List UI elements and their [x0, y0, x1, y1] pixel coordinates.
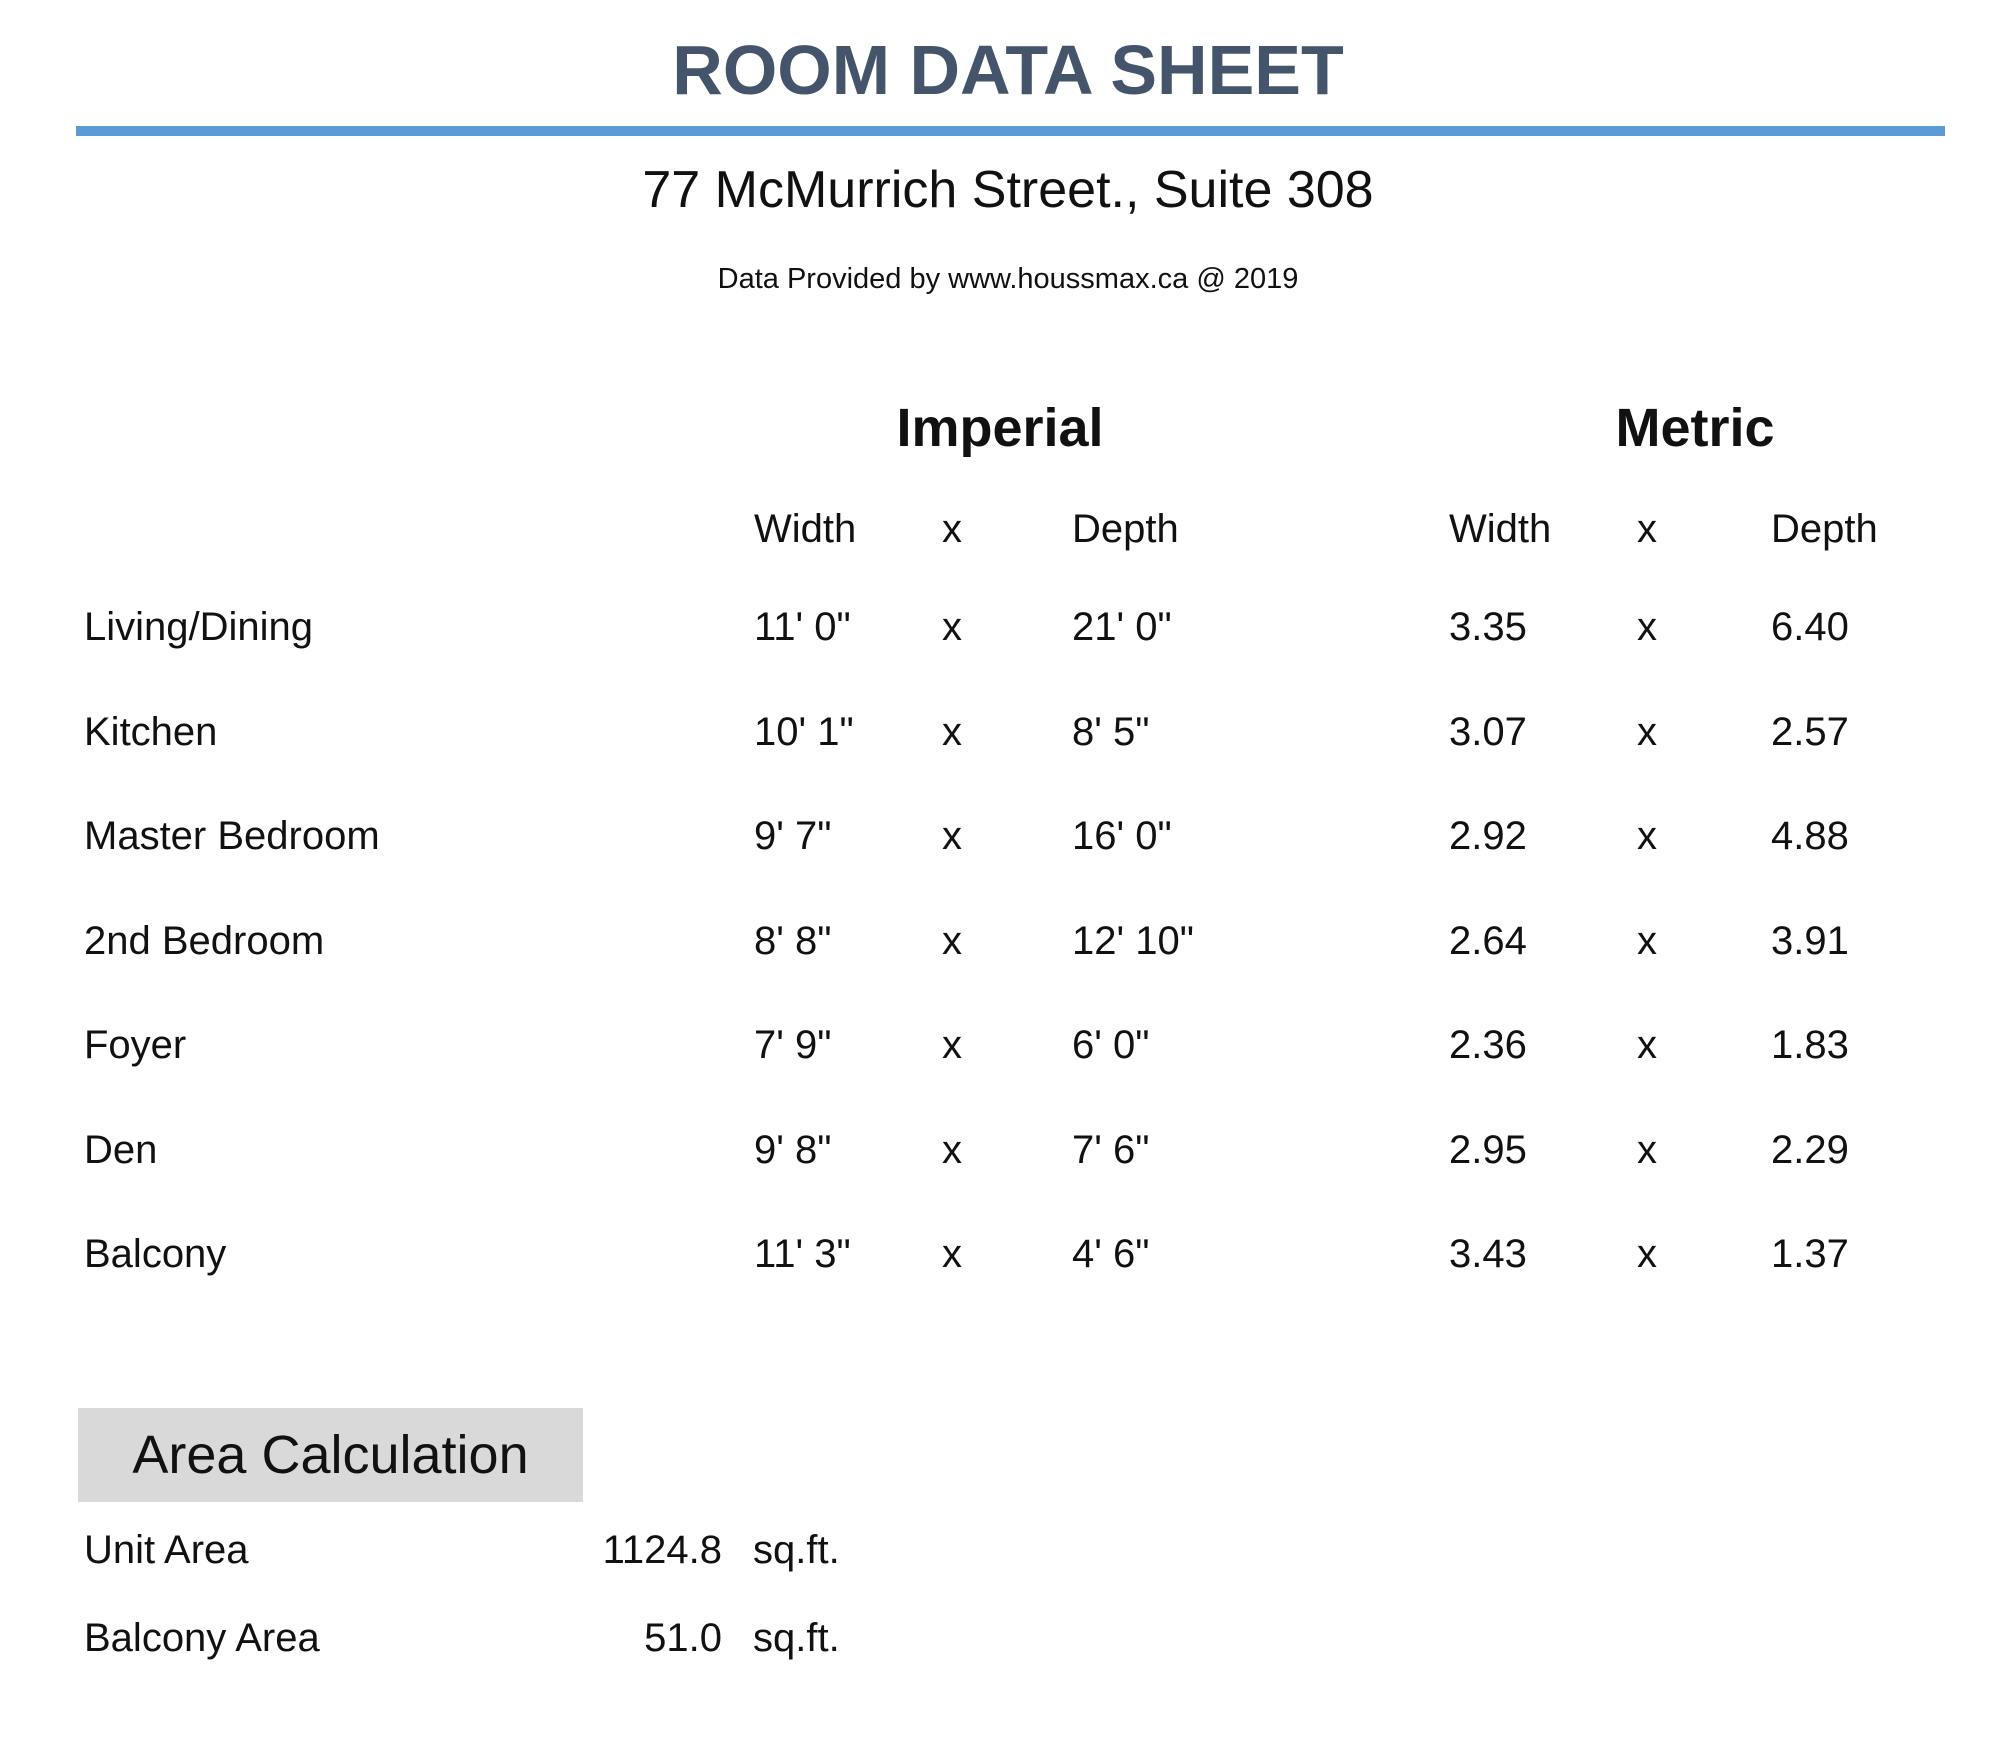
area-calculation-heading: Area Calculation [78, 1408, 583, 1502]
imperial-depth-cell: 7' 6" [1072, 1128, 1150, 1172]
metric-width-header: Width [1449, 507, 1552, 551]
imperial-sep-cell: x [942, 1023, 962, 1067]
data-provider-note: Data Provided by www.houssmax.ca @ 2019 [717, 263, 1299, 295]
imperial-width-cell: 11' 3" [754, 1232, 851, 1276]
room-name-cell: Living/Dining [84, 605, 314, 649]
balcony-area-unit: sq.ft. [753, 1616, 840, 1660]
metric-sep-cell: x [1637, 710, 1657, 754]
metric-depth-cell: 1.83 [1771, 1023, 1849, 1067]
imperial-width-cell: 9' 7" [754, 814, 832, 858]
balcony-area-value: 51.0 [644, 1616, 722, 1660]
imperial-depth-cell: 16' 0" [1072, 814, 1172, 858]
metric-depth-cell: 1.37 [1771, 1232, 1849, 1276]
imperial-width-cell: 10' 1" [754, 710, 854, 754]
metric-depth-cell: 2.57 [1771, 710, 1849, 754]
metric-width-cell: 2.92 [1449, 814, 1527, 858]
imperial-depth-cell: 4' 6" [1072, 1232, 1150, 1276]
imperial-sep-cell: x [942, 1128, 962, 1172]
metric-width-cell: 3.07 [1449, 710, 1527, 754]
imperial-width-cell: 8' 8" [754, 919, 832, 963]
room-name-cell: Den [84, 1128, 158, 1172]
imperial-width-cell: 7' 9" [754, 1023, 832, 1067]
imperial-depth-header: Depth [1072, 507, 1179, 551]
unit-area-value: 1124.8 [602, 1528, 722, 1572]
metric-sep-cell: x [1637, 1128, 1657, 1172]
unit-area-label: Unit Area [84, 1528, 249, 1572]
metric-depth-cell: 3.91 [1771, 919, 1849, 963]
room-name-cell: Balcony [84, 1232, 227, 1276]
room-name-cell: 2nd Bedroom [84, 919, 325, 963]
imperial-sep-header: x [942, 507, 962, 551]
metric-depth-cell: 4.88 [1771, 814, 1849, 858]
imperial-depth-cell: 21' 0" [1072, 605, 1172, 649]
metric-group-heading: Metric [1615, 398, 1775, 458]
room-name-cell: Master Bedroom [84, 814, 380, 858]
imperial-depth-cell: 12' 10" [1072, 919, 1194, 963]
metric-width-cell: 3.43 [1449, 1232, 1527, 1276]
imperial-width-cell: 9' 8" [754, 1128, 832, 1172]
room-name-cell: Kitchen [84, 710, 218, 754]
imperial-width-cell: 11' 0" [754, 605, 851, 649]
property-address: 77 McMurrich Street., Suite 308 [642, 161, 1374, 219]
page-title: ROOM DATA SHEET [672, 31, 1344, 109]
unit-area-unit: sq.ft. [753, 1528, 840, 1572]
balcony-area-label: Balcony Area [84, 1616, 320, 1660]
title-divider [76, 126, 1945, 136]
metric-sep-cell: x [1637, 919, 1657, 963]
imperial-width-header: Width [754, 507, 857, 551]
imperial-sep-cell: x [942, 710, 962, 754]
imperial-sep-cell: x [942, 919, 962, 963]
metric-width-cell: 2.64 [1449, 919, 1527, 963]
metric-depth-header: Depth [1771, 507, 1878, 551]
metric-sep-cell: x [1637, 814, 1657, 858]
imperial-sep-cell: x [942, 605, 962, 649]
imperial-depth-cell: 6' 0" [1072, 1023, 1150, 1067]
metric-width-cell: 3.35 [1449, 605, 1527, 649]
metric-sep-cell: x [1637, 605, 1657, 649]
metric-depth-cell: 6.40 [1771, 605, 1849, 649]
metric-sep-cell: x [1637, 1023, 1657, 1067]
metric-sep-header: x [1637, 507, 1657, 551]
imperial-sep-cell: x [942, 1232, 962, 1276]
imperial-depth-cell: 8' 5" [1072, 710, 1150, 754]
metric-depth-cell: 2.29 [1771, 1128, 1849, 1172]
room-name-cell: Foyer [84, 1023, 187, 1067]
metric-sep-cell: x [1637, 1232, 1657, 1276]
metric-width-cell: 2.36 [1449, 1023, 1527, 1067]
metric-width-cell: 2.95 [1449, 1128, 1527, 1172]
imperial-group-heading: Imperial [896, 398, 1104, 458]
imperial-sep-cell: x [942, 814, 962, 858]
